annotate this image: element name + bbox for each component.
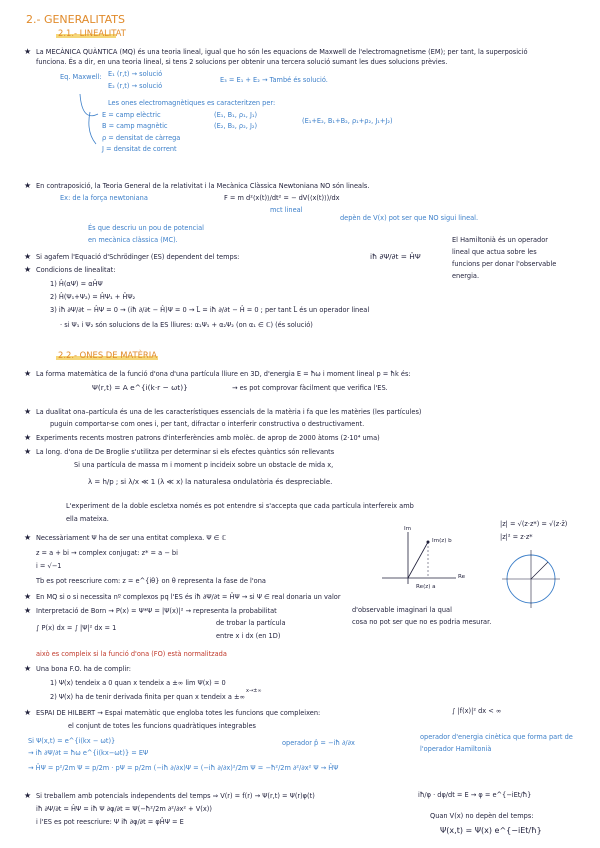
separation-equation: i l'ES es pot reescriure: Ψ iħ ∂φ/∂t = φĤΨ = E xyxy=(36,818,184,826)
text-line: cosa no pot ser que no es podria mesurar. xyxy=(352,618,492,626)
bullet-star: ★ xyxy=(24,592,32,601)
schrodinger-equation: iħ ∂Ψ/∂t = ĤΨ xyxy=(370,252,421,261)
text-line: La forma matemàtica de la funció d'ona d'una partícula lliure en 3D, d'energia E = ħω i moment lineal p = ħk és: xyxy=(36,370,411,378)
bullet-star: ★ xyxy=(24,407,32,416)
point-label: Im(z) b xyxy=(432,538,452,544)
newton-note-linear: mct lineal xyxy=(270,206,303,214)
momentum-operator: operador p̂ = −iħ ∂/∂x xyxy=(282,739,355,747)
wave-set-2: (E₂, B₂, ρ₂, J₂) xyxy=(214,122,258,130)
bullet-star: ★ xyxy=(24,181,32,190)
maxwell-e2: E₂ (r,t) → solució xyxy=(108,82,163,90)
wave-rho: ρ = densitat de càrrega xyxy=(102,134,181,142)
text-line: Experiments recents mostren patrons d'interferències amb molèc. de aprop de 2000 àtoms (2·10⁴ uma) xyxy=(36,434,380,442)
text-line: Interpretació de Born → P(x) = Ψ*Ψ = |Ψ(x)|² → representa la probabilitat xyxy=(36,607,277,615)
imaginary-unit: i = √−1 xyxy=(36,562,62,570)
text-line: funciona. És a dir, en una teoria lineal, si tens 2 solucions per obtenir una tercera solució sumant les dues solucions prèvies. xyxy=(36,58,448,66)
condition-4: · si Ψ₁ i Ψ₂ són solucions de la ES lliures: α₁Ψ₁ + α₂Ψ₂ (on α₁ ∈ ℂ) (és solució) xyxy=(60,321,313,329)
bullet-star: ★ xyxy=(24,369,32,378)
wave-set-1: (E₁, B₁, ρ₁, J₁) xyxy=(214,111,258,119)
wave-set-sum: (E₁+E₂, B₁+B₂, ρ₁+ρ₂, J₁+J₂) xyxy=(302,117,393,125)
waves-intro: Les ones electromagnètiques es caracteritzen per: xyxy=(108,99,276,107)
re-label: Re(z) a xyxy=(416,584,436,590)
text-line: La dualitat ona–partícula és una de les característiques essencials de la matèria i fa que les matèries (les partícules) xyxy=(36,408,422,416)
wavefunction-note: → es pot comprovar fàcilment que verifica l'ES. xyxy=(232,384,388,392)
bullet-star: ★ xyxy=(24,433,32,442)
text-line: de trobar la partícula xyxy=(216,619,286,627)
axis-re-label: Re xyxy=(458,574,466,580)
time-solution: iħ/φ · dφ/dt = E → φ = e^{−iEt/ħ} xyxy=(418,791,532,799)
section-title-ones: 2.2.- ONES DE MATÈRIA xyxy=(58,350,157,360)
wave-field-e: E = camp elèctric xyxy=(102,111,161,119)
text-line: Si una partícula de massa m i moment p incideix sobre un obstacle de mida x, xyxy=(74,461,334,469)
maxwell-e1: E₁ (r,t) → solució xyxy=(108,70,163,78)
maxwell-sum: E₃ = E₁ + E₂ → També és solució. xyxy=(220,76,328,84)
modulus-1: |z| = √(z·z*) = √(z·z̄) xyxy=(500,520,568,528)
complex-plane-figure xyxy=(372,528,462,588)
wavefunction-equation: Ψ(r,t) = A e^{i(k·r − ωt)} xyxy=(92,383,188,392)
text-line: entre x i dx (en 1D) xyxy=(216,632,281,640)
newton-note-mc: en mecànica clàssica (MC). xyxy=(88,236,178,244)
bullet-star: ★ xyxy=(24,265,32,274)
text-line: La long. d'ona de De Broglie s'utilitza per determinar si els efectes quàntics són rellevants xyxy=(36,448,335,456)
text-line: el conjunt de totes les funcions quadràtiques integrables xyxy=(68,722,256,730)
time-independent-note: Quan V(x) no depèn del temps: xyxy=(430,812,534,820)
hamiltonian-derivation: → ĤΨ = p²/2m Ψ = p/2m · pΨ = p/2m (−iħ ∂/∂x)Ψ = (−iħ ∂/∂x)²/2m Ψ = −ħ²/2m ∂²/∂x² Ψ → ĤΨ xyxy=(28,764,339,772)
text-line: puguin comportar-se com ones i, per tant, difractar o interferir constructiva o destructivament. xyxy=(50,420,365,428)
page-title: 2.- GENERALITATS xyxy=(26,13,125,26)
bullet-star: ★ xyxy=(24,252,32,261)
text-line: La MECÀNICA QUÀNTICA (MQ) és una teoria lineal, igual que ho són les equacions de Maxwell de l'electromagnetisme (EM); per tant, la superposició xyxy=(36,48,528,56)
bullet-star: ★ xyxy=(24,533,32,542)
newton-note-well: És que descriu un pou de potencial xyxy=(88,224,204,232)
bullet-star: ★ xyxy=(24,606,32,615)
condition-1: 1) Ĥ(αΨ) = αĤΨ xyxy=(50,280,103,288)
modulus-2: |z|² = z·z* xyxy=(500,533,533,541)
plane-wave: Si Ψ(x,t) = e^{i(kx − ωt)} xyxy=(28,737,116,745)
text-line: d'observable imaginari la qual xyxy=(352,606,452,614)
euler-form: Tb es pot reescriure com: z = e^{iθ} on θ representa la fase de l'ona xyxy=(36,577,266,585)
separation-equation: iħ ∂Ψ/∂t = ĤΨ = iħ Ψ ∂φ/∂t = Ψ(−ħ²/2m ∂²/∂x² + V(x)) xyxy=(36,805,212,813)
axis-im-label: Im xyxy=(404,526,412,532)
hamiltonian-note: El Hamiltonià és un operador xyxy=(452,236,548,244)
stationary-state: Ψ(x,t) = Ψ(x) e^{−iEt/ħ} xyxy=(440,826,542,835)
bullet-star: ★ xyxy=(24,447,32,456)
normalization-note: això es compleix si la funció d'ona (FO) està normalitzada xyxy=(36,650,227,658)
bullet-star: ★ xyxy=(24,708,32,717)
kinetic-note: operador d'energia cinètica que forma part de xyxy=(420,733,573,741)
text-line: En contraposició, la Teoria General de la relativitat i la Mecànica Clàssica Newtoniana NO són lineals. xyxy=(36,182,370,190)
bullet-star: ★ xyxy=(24,47,32,56)
condition-1: 1) Ψ(x) tendeix a 0 quan x tendeix a ±∞ lim Ψ(x) = 0 xyxy=(50,679,226,687)
condition-2: 2) Ψ(x) ha de tenir derivada finita per quan x tendeix a ±∞ xyxy=(50,693,246,701)
text-line: Necessàriament Ψ ha de ser una entitat complexa. Ψ ∈ ℂ xyxy=(36,534,227,542)
wave-field-b: B = camp magnètic xyxy=(102,122,168,130)
text-line: L'experiment de la doble escletxa només es pot entendre si s'accepta que cada partícula interfereix amb xyxy=(66,502,414,510)
condition-3: 3) iħ ∂Ψ/∂t − ĤΨ = 0 → (iħ ∂/∂t − Ĥ)Ψ = 0 → L̂ = iħ ∂/∂t − Ĥ = 0 ; per tant L̂ és un operador lineal xyxy=(50,306,370,314)
complex-conjugate: z = a + bi → complex conjugat: z* = a − bi xyxy=(36,549,178,557)
section-title-linealitat: 2.1.- LINEALITAT xyxy=(58,28,126,38)
newton-equation: F = m d²⟨x(t)⟩/dt² = − dV(⟨x(t)⟩)/dx xyxy=(224,194,340,202)
text-line: ESPAI DE HILBERT → Espai matemàtic que engloba totes les funcions que compleixen: xyxy=(36,709,321,717)
text-line: Si agafem l'Equació d'Schrödinger (ES) dependent del temps: xyxy=(36,253,240,261)
bracket-arrow-icon xyxy=(60,92,120,152)
hilbert-integral: ∫ |f(x)|² dx < ∞ xyxy=(452,707,502,715)
text-line: Una bona F.O. ha de complir: xyxy=(36,665,132,673)
hamiltonian-note: energia. xyxy=(452,272,480,280)
kinetic-note: l'operador Hamiltonià xyxy=(420,745,492,753)
born-integral: ∫ P(x) dx = ∫ |Ψ|² dx = 1 xyxy=(36,624,117,632)
unit-circle-figure xyxy=(500,548,562,610)
maxwell-label: Eq. Maxwell: xyxy=(60,73,102,81)
hamiltonian-note: lineal que actua sobre les xyxy=(452,248,537,256)
text-line: En MQ si o si necessita nº complexos pq l'ES és iħ ∂Ψ/∂t = ĤΨ → si Ψ ∈ real donaria un valor xyxy=(36,593,341,601)
hamiltonian-note: funcions per donar l'observable xyxy=(452,260,557,268)
text-line: Condicions de linealitat: xyxy=(36,266,116,274)
energy-derivation: → iħ ∂Ψ/∂t = ħω e^{i(kx−ωt)} = EΨ xyxy=(28,749,149,757)
limit-subscript: x→±∞ xyxy=(246,688,262,694)
text-line: Si treballem amb potencials independents del temps ⇒ V(r) = f(r) → Ψ(r,t) = Ψ(r)φ(t) xyxy=(36,792,315,800)
text-line: ella mateixa. xyxy=(66,515,109,523)
newton-note-nonlinear: depèn de V(x) pot ser que NO sigui lineal. xyxy=(340,214,479,222)
bullet-star: ★ xyxy=(24,791,32,800)
bullet-star: ★ xyxy=(24,664,32,673)
condition-2: 2) Ĥ(Ψ₁+Ψ₂) = ĤΨ₁ + ĤΨ₂ xyxy=(50,293,136,301)
newton-example: Ex: de la força newtoniana xyxy=(60,194,148,202)
wave-j: J = densitat de corrent xyxy=(102,145,177,153)
de-broglie-equation: λ = h/p ; si λ/x ≪ 1 (λ ≪ x) la naturalesa ondulatòria és despreciable. xyxy=(88,478,333,486)
